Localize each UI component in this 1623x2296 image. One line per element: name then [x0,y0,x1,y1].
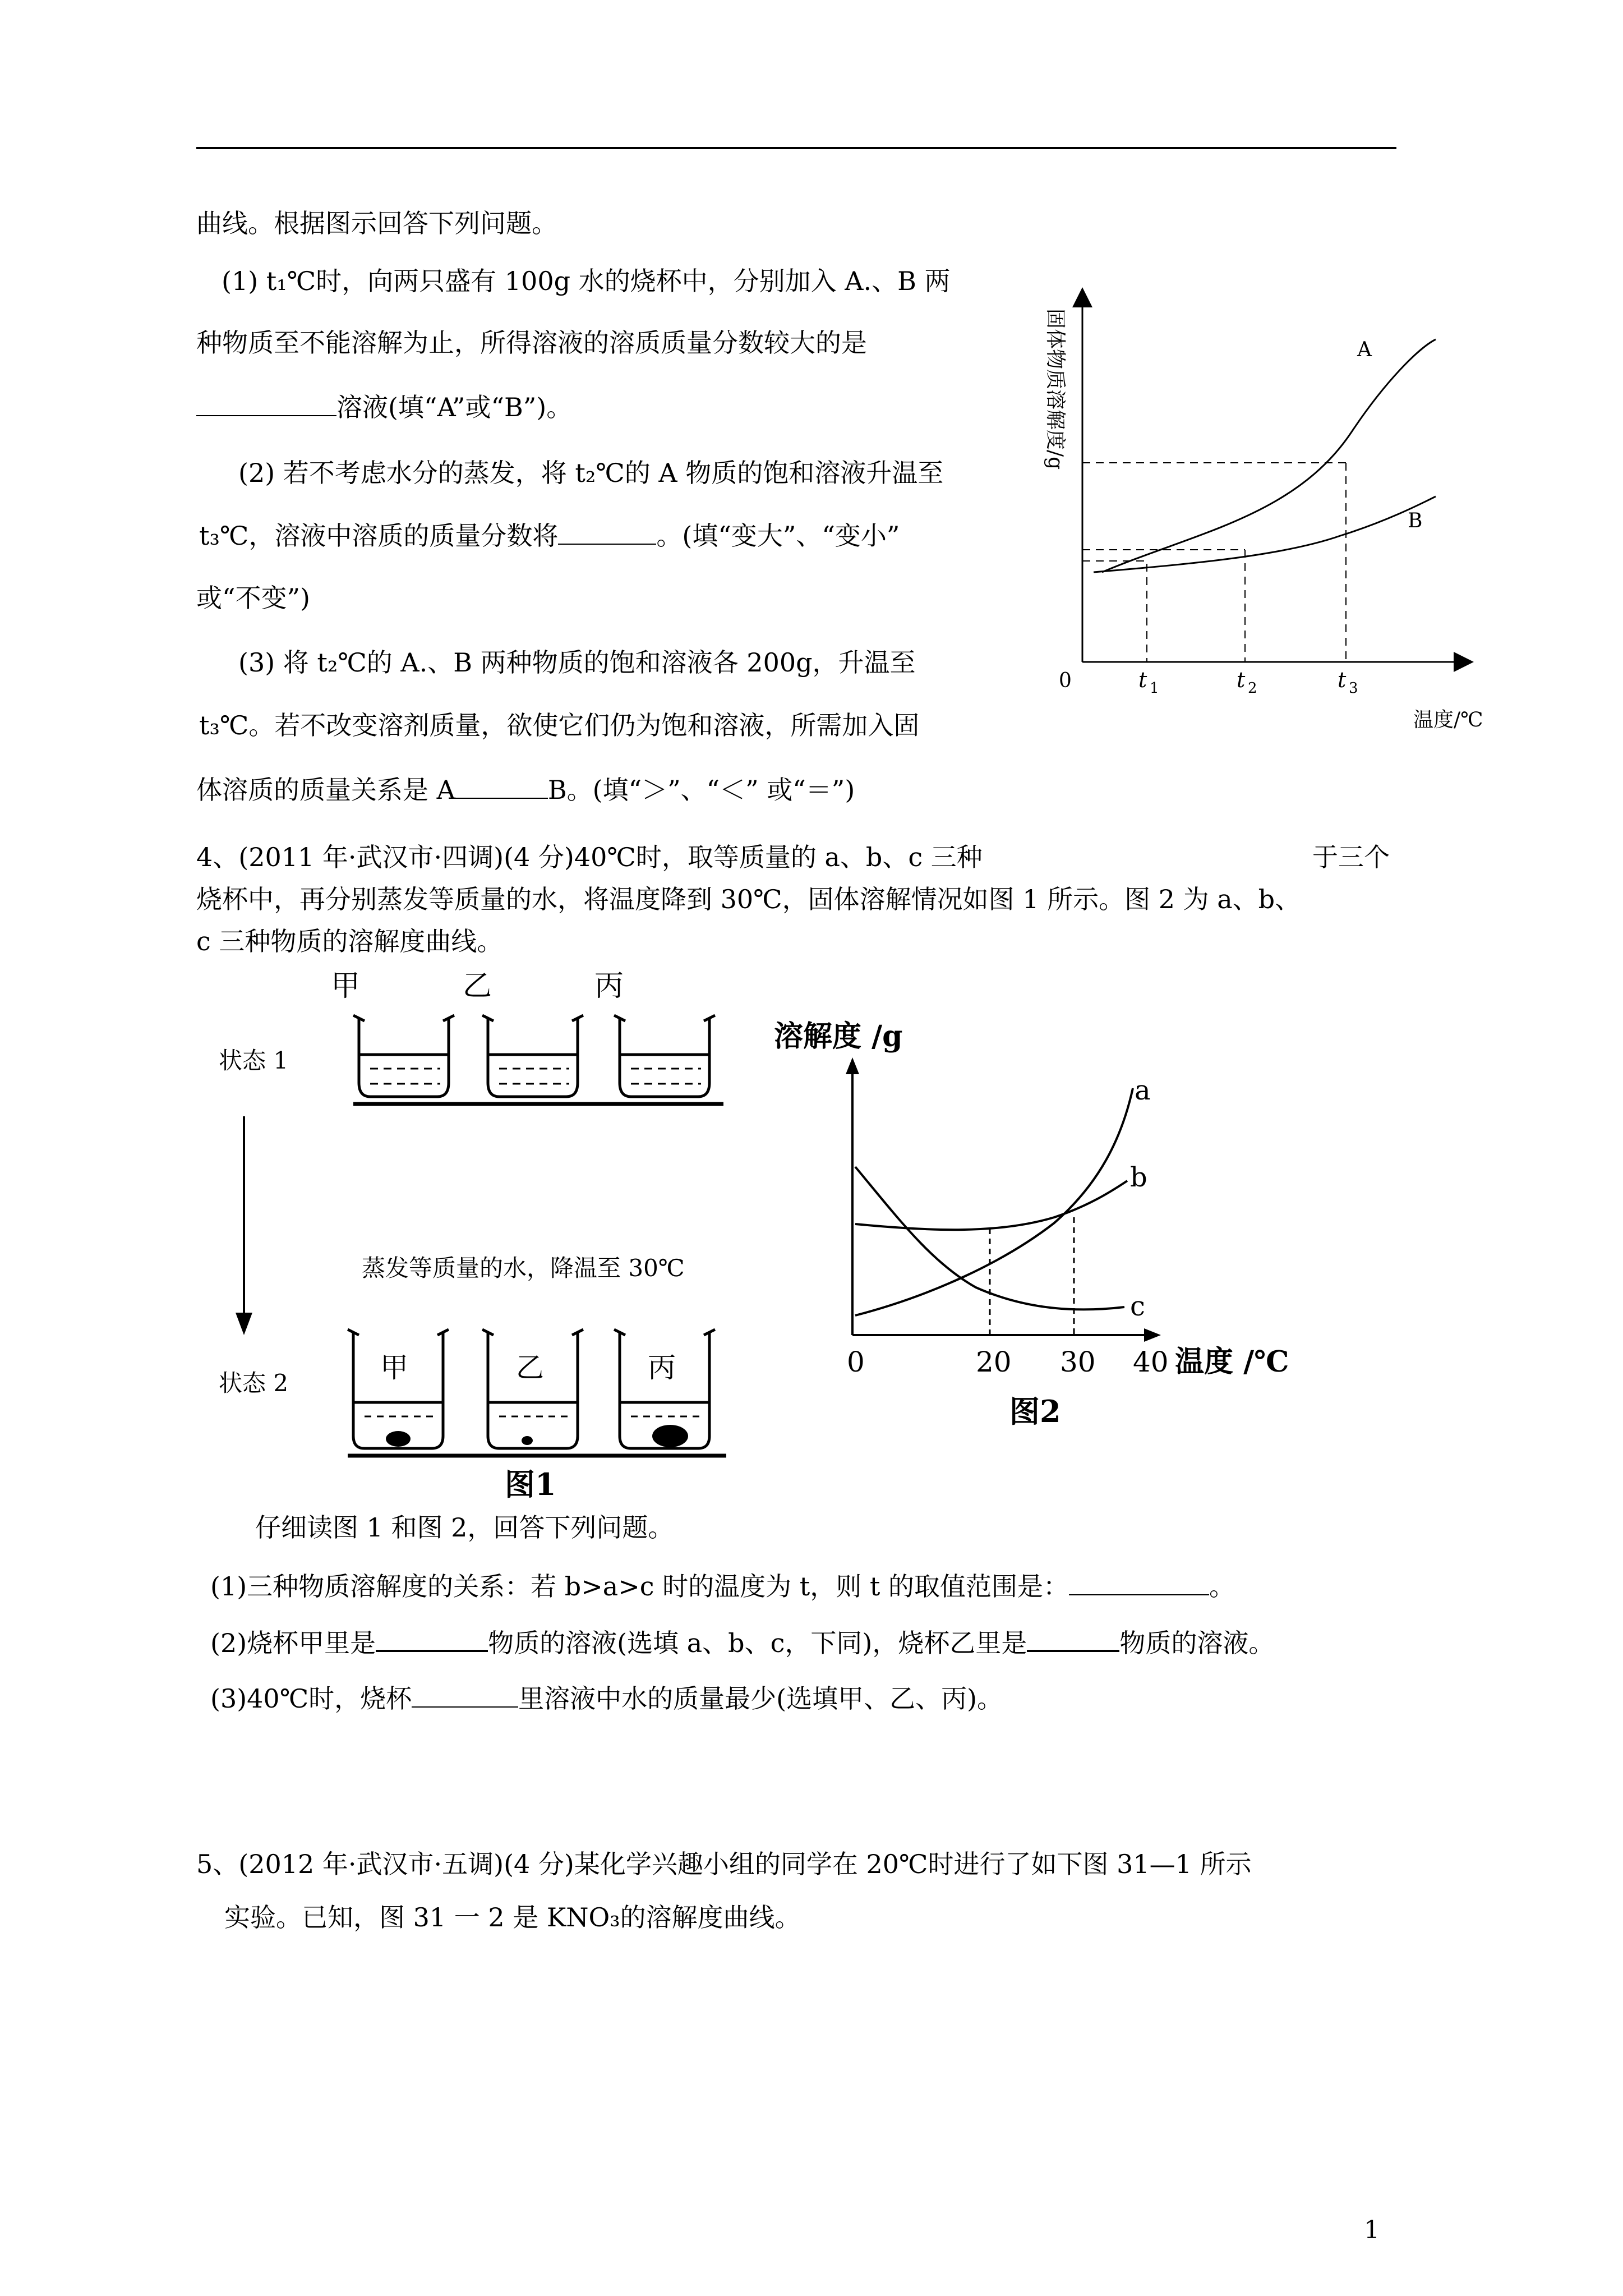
y-axis-label [1044,309,1067,470]
fig2-x-axis-label: 温度 /℃ [1175,1345,1289,1379]
state1-label: 状态 1 [219,1047,289,1074]
answer-blank[interactable] [376,1630,488,1652]
q4-head-line3: c 三种物质的溶解度曲线。 [196,926,503,956]
curve-a [1102,339,1436,572]
answer-blank[interactable] [1027,1630,1119,1652]
q4-head-line1b: 于三个 [1312,842,1390,872]
q3-part2-line2: t₃℃，溶液中溶质的质量分数将 。(填“变大”、“变小” [199,521,900,551]
q3-part3-line3: 体溶质的质量关系是 A B。(填“＞”、“＜” 或“＝”) [196,775,855,805]
answer-blank[interactable] [196,395,336,416]
state1-liquid [370,1069,701,1084]
figure-1-caption: 图1 [505,1466,556,1502]
q5-line1: 5、(2012 年·武汉市·五调)(4 分)某化学兴趣小组的同学在 20℃时进行了如下图 31—1 所示 [196,1849,1252,1879]
q3-part3-line1: (3) 将 t₂℃的 A.、B 两种物质的饱和溶液各 200g，升温至 [238,647,916,678]
tick-t3-sub: 3 [1349,680,1358,697]
q3-part1-line2: 种物质至不能溶解为止，所得溶液的溶质质量分数较大的是 [196,328,867,358]
x-axis-label: 温度/℃ [1413,708,1483,731]
beaker-label-jia: 甲 [331,969,361,1003]
q5-line2: 实验。已知，图 31 一 2 是 KNO₃的溶解度曲线。 [224,1902,801,1932]
header-rule [196,147,1396,149]
answer-blank[interactable] [1069,1574,1209,1595]
fig2-tick-0: 0 [847,1346,865,1378]
page-number: 1 [1364,2216,1380,2244]
fig2-curve-a-label: a [1135,1075,1151,1106]
state2-label: 状态 2 [219,1369,289,1397]
curve-a-label: A [1357,338,1372,361]
figure-2-solubility-curves [763,1004,1301,1436]
fig2-tick-20: 20 [976,1346,1012,1378]
process-label: 蒸发等质量的水，降温至 30℃ [362,1254,685,1282]
fig2-tick-30: 30 [1060,1346,1096,1378]
figure-2-caption: 图2 [1009,1393,1061,1429]
figure-1-beakers [202,965,740,1515]
q3-part1-line1: (1) t₁℃时，向两只盛有 100g 水的烧杯中，分别加入 A.、B 两 [222,266,951,296]
state1-beakers [353,1015,723,1104]
fig2-y-axis-label: 溶解度 /g [774,1019,903,1053]
q3-part3-line2: t₃℃。若不改变溶剂质量，欲使它们仍为饱和溶液，所需加入固 [199,710,920,740]
q3-part2-line1: (2) 若不考虑水分的蒸发，将 t₂℃的 A 物质的饱和溶液升温至 [238,458,944,488]
q3-intro: 曲线。根据图示回答下列问题。 [196,208,557,238]
beaker2-label-jia: 甲 [380,1351,408,1384]
curve-b-label: B [1408,509,1423,532]
tick-t1-sub: 1 [1150,680,1159,697]
answer-blank[interactable] [455,777,548,799]
tick-t1: t [1138,668,1147,692]
answer-blank[interactable] [558,523,656,545]
answer-blank[interactable] [412,1686,518,1708]
q4-read: 仔细读图 1 和图 2，回答下列问题。 [255,1512,674,1543]
q4-sub2: (2)烧杯甲里是 物质的溶液(选填 a、b、c，下同)，烧杯乙里是 物质的溶液。 [210,1628,1275,1658]
beaker2-label-yi: 乙 [516,1351,544,1384]
fig2-tick-40: 40 [1133,1346,1169,1378]
q4-sub1: (1)三种物质溶解度的关系：若 b>a>c 时的温度为 t，则 t 的取值范围是： 。 [210,1571,1235,1602]
curve-c [855,1167,1124,1309]
beaker2-label-bing: 丙 [648,1351,676,1384]
origin-label: 0 [1059,669,1072,692]
fig2-curve-b-label: b [1130,1162,1147,1193]
fig2-curve-c-label: c [1130,1291,1145,1322]
tick-t2: t [1237,668,1246,692]
q3-solubility-graph [1026,280,1497,740]
q4-head-line2: 烧杯中，再分别蒸发等质量的水，将温度降到 30℃，固体溶解情况如图 1 所示。图 2 为 a、b、 [196,884,1301,914]
q3-part1-line3: 溶液(填“A”或“B”)。 [196,394,572,420]
y-axis-label-text: 固体物质溶解度/g [1044,309,1067,470]
q4-head-line1a: 4、(2011 年·武汉市·四调)(4 分)40℃时，取等质量的 a、b、c 三种 [196,842,983,872]
beaker-label-bing: 丙 [594,969,624,1003]
q4-sub3: (3)40℃时，烧杯 里溶液中水的质量最少(选填甲、乙、丙)。 [210,1683,1003,1714]
tick-t2-sub: 2 [1248,680,1257,697]
beaker-label-yi: 乙 [463,969,492,1003]
tick-t3: t [1338,668,1347,692]
q3-part2-line3: 或“不变”) [196,583,310,613]
